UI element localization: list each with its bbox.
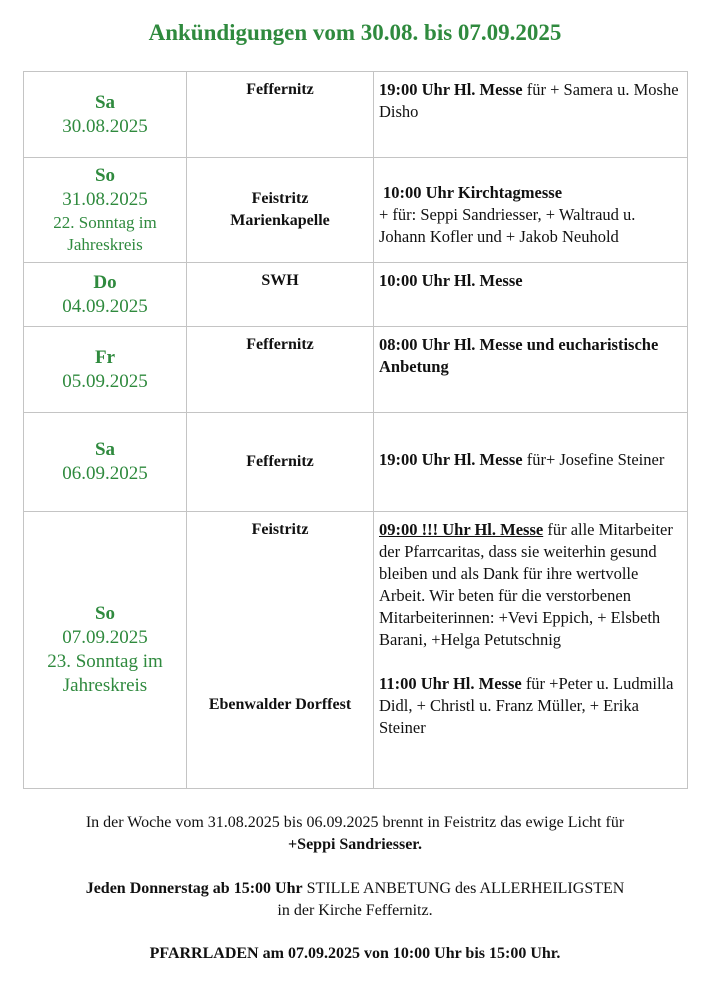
- details-cell: [374, 327, 688, 413]
- details-cell: [374, 263, 688, 327]
- weekday: So: [94, 165, 116, 186]
- location-cell: [187, 327, 374, 413]
- weekday: So: [94, 603, 116, 624]
- location: Feffernitz: [246, 81, 314, 98]
- weekday: Fr: [94, 346, 116, 368]
- location: Feistritz: [251, 190, 309, 207]
- service-block: [379, 519, 681, 651]
- location-cell: [187, 512, 374, 789]
- location-cell: [187, 72, 374, 158]
- location: Feffernitz: [246, 336, 314, 353]
- sunday-label: 23. Sonntag im Jahreskreis: [47, 651, 163, 696]
- day-cell: [24, 263, 187, 327]
- date: 04.09.2025: [62, 295, 148, 317]
- details-cell: [374, 72, 688, 158]
- date: 05.09.2025: [62, 370, 148, 392]
- adoration-notice: [0, 878, 710, 922]
- day-cell: [24, 413, 187, 512]
- weekday: Sa: [94, 439, 116, 460]
- location: Feistritz: [251, 521, 309, 538]
- eternal-light-notice: [0, 812, 710, 856]
- eternal-light-name: +Seppi Sandriesser.: [288, 836, 422, 853]
- service-time: 09:00 !!! Uhr Hl. Messe: [379, 520, 544, 539]
- service-text: + für: Seppi Sandriesser, + Waltraud u. Johann Kofler und + Jakob Neuhold: [379, 205, 636, 246]
- service-time: 19:00 Uhr Hl. Messe: [379, 80, 523, 99]
- day-cell: [24, 72, 187, 158]
- day-cell: [24, 158, 187, 263]
- adoration-text: STILLE ANBETUNG des ALLERHEILIGSTEN: [302, 880, 625, 897]
- table-row: [24, 72, 688, 158]
- table-row: [24, 512, 688, 789]
- service-time: 19:00 Uhr Hl. Messe: [379, 450, 523, 469]
- service-block-second: [379, 673, 681, 739]
- adoration-location: in der Kirche Feffernitz.: [277, 902, 433, 919]
- adoration-time: Jeden Donnerstag ab 15:00 Uhr: [85, 880, 303, 897]
- service-time-second: 11:00 Uhr Hl. Messe: [379, 674, 522, 693]
- eternal-light-text: In der Woche vom 31.08.2025 bis 06.09.2025 brennt in Feistritz das ewige Licht für: [85, 814, 625, 831]
- date: 07.09.2025: [62, 627, 148, 648]
- date: 30.08.2025: [62, 115, 148, 137]
- location-second: Ebenwalder Dorffest: [208, 696, 352, 713]
- service-text: für+ Josefine Steiner: [522, 450, 665, 469]
- location-detail: Marienkapelle: [230, 212, 330, 229]
- weekday: Do: [93, 271, 117, 293]
- table-row: [24, 413, 688, 512]
- location-cell: [187, 158, 374, 263]
- details-cell: [374, 512, 688, 789]
- page-title: Ankündigungen vom 30.08. bis 07.09.2025: [148, 20, 562, 45]
- service-text: für alle Mitarbeiter der Pfarrcaritas, dass sie weiterhin gesund bleiben und als Dank für ihre wertvolle Arbeit. Wir beten für die verstorbenen Mitarbeiterinnen: +Vevi Eppich, + Elsbeth Barani, +Helga Petutschnig: [379, 520, 673, 649]
- table-row: [24, 327, 688, 413]
- weekday: Sa: [94, 91, 116, 113]
- location-cell: [187, 413, 374, 512]
- day-cell: [24, 327, 187, 413]
- service-text: für + Samera u. Moshe Disho: [379, 80, 679, 121]
- schedule-table: [23, 71, 688, 789]
- sunday-label: 22. Sonntag im Jahreskreis: [53, 213, 157, 254]
- details-cell: [374, 413, 688, 512]
- table-row: [24, 263, 688, 327]
- table-row: [24, 158, 688, 263]
- service-time: 10:00 Uhr Hl. Messe: [379, 271, 523, 290]
- day-cell: [24, 512, 187, 789]
- service-time: 08:00 Uhr Hl. Messe und eucharistische Anbetung: [379, 335, 659, 376]
- date: 06.09.2025: [62, 463, 148, 484]
- pfarrladen-notice: PFARRLADEN am 07.09.2025 von 10:00 Uhr bis 15:00 Uhr.: [149, 945, 561, 962]
- service-time: 10:00 Uhr Kirchtagmesse: [383, 183, 563, 202]
- location: SWH: [261, 272, 299, 289]
- date: 31.08.2025: [62, 189, 148, 210]
- location-cell: [187, 263, 374, 327]
- service-text-second: für +Peter u. Ludmilla Didl, + Christl u. Franz Müller, + Erika Steiner: [379, 674, 674, 737]
- details-cell: [374, 158, 688, 263]
- location: Feffernitz: [246, 453, 314, 470]
